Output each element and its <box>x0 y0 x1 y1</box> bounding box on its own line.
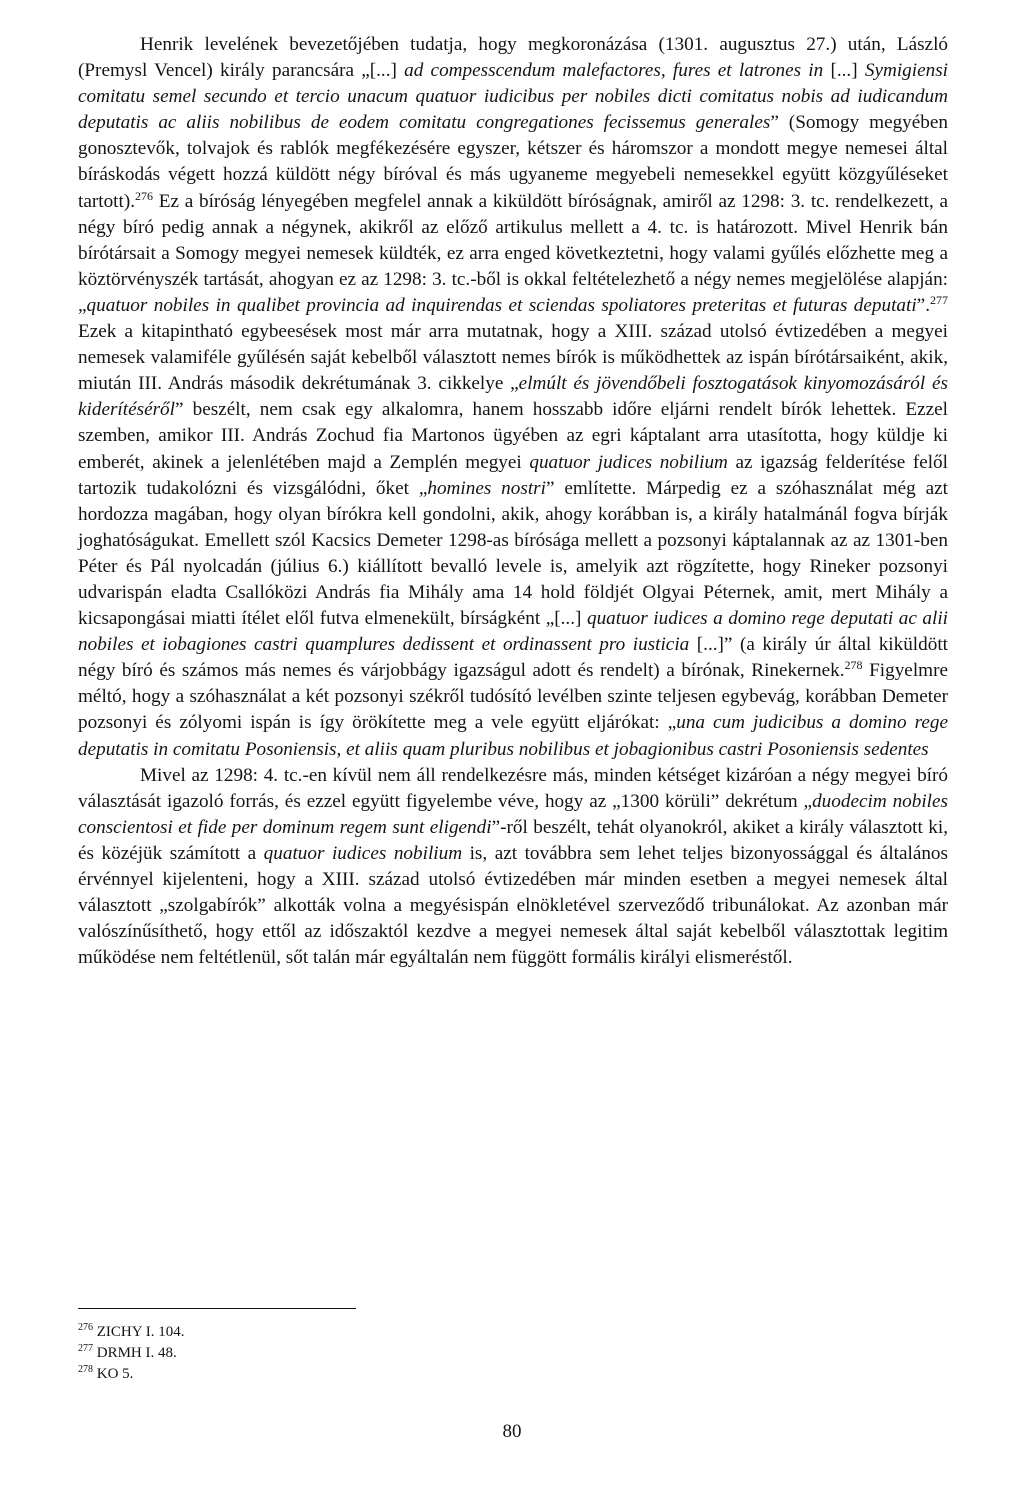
footnotes <box>78 1322 478 1385</box>
paragraph-2 <box>78 763 948 972</box>
text-run: [...] <box>823 60 865 82</box>
footnote-text: KO 5. <box>96 1366 134 1382</box>
latin-quote: Symigiensi comitatu semel secundo et tercio unacum quatuor iudicibus per nobiles dicti comitatus nobis ad iudicandum deputatis ac aliis nobilibus de eodem comitatu congregationes fecissemus generales <box>78 60 948 134</box>
latin-quote: duodecim nobiles conscientosi et fide per dominum regem sunt eligendi <box>78 790 948 838</box>
latin-quote: quatuor iudices nobilium <box>263 842 463 864</box>
latin-quote: quatuor nobiles in qualibet provincia ad inquirendas et sciendas spoliatores preteritas et futuras deputati <box>86 294 917 316</box>
footnote-276 <box>78 1322 478 1343</box>
text-run: ” (Somogy megyében gonosztevők, tolvajok és rablók megfékezésére egyszer, kétszer és háromszor a mondott megye nemesei által bíráskodás végett hozzá küldött négy bíróval és más ugyaneme megyebeli nemesekkel együtt közgyűléseket tartott). <box>78 112 948 212</box>
footnote-ref: 278 <box>844 658 863 673</box>
footnote-number: 276 <box>78 1322 93 1333</box>
text-run: ”-ről beszélt, tehát olyanokról, akiket a király választott ki, és közéjük számított a <box>78 816 949 864</box>
footnote-number: 278 <box>78 1364 93 1375</box>
footnote-278 <box>78 1364 478 1385</box>
text-run: az igazság felderítése felől tartozik tudakolózni és vizsgálódni, őket „ <box>78 451 948 499</box>
footnote-text: ZICHY I. 104. <box>96 1324 185 1340</box>
text-run: ” beszélt, nem csak egy alkalomra, hanem hosszabb időre eljárni rendelt bírók lehettek. Ezzel szemben, amikor III. András Zochud fia Martonos ügyében az egri káptalant arra utasította, hogy küldje ki emberét, akinek a jelenlétében majd a Zemplén megyei <box>78 399 948 473</box>
text-run: Mivel az 1298: 4. tc.-en kívül nem áll rendelkezésre más, minden kétséget kizáróan a négy megyei bíró választását igazoló forrás, és ezzel együtt figyelembe véve, hogy az „1300 körüli” dekrétum „ <box>78 764 948 812</box>
text-run: Henrik levelének bevezetőjében tudatja, hogy megkoronázása (1301. augusztus 27.) után, László (Premysl Vencel) király parancsára „[...] <box>78 34 948 82</box>
text-run: [...]” (a király úr által kiküldött négy bíró és számos más nemes és várjobbágy igazságul adott és rendelt) a bírónak, Rinekernek. <box>78 634 948 682</box>
latin-quote: elmúlt és jövendőbeli fosztogatások kinyomozásáról és kiderítéséről <box>78 373 948 421</box>
latin-quote: ad compesscendum malefactores, fures et latrones in <box>404 60 824 82</box>
text-run: Figyelmre méltó, hogy a szóhasználat a két pozsonyi székről tudósító levélben szinte teljesen egybevág, korábban Demeter pozsonyi és zólyomi ispán is így örökítette meg a vele együtt eljárókat: „ <box>78 660 948 734</box>
text-run: Ezek a kitapintható egybeesések most már arra mutatnak, hogy a XIII. század utolsó évtizedében a megyei nemesek valamiféle gyűlésén saját kebelből választott nemes bírók is működhettek az ispán bírótársaiként, akik, miután III. András második dekrétumának 3. cikkelye „ <box>78 321 948 395</box>
text-run: ”. <box>916 294 930 316</box>
page-number: 80 <box>502 1421 522 1442</box>
footnote-number: 277 <box>78 1343 93 1354</box>
paragraph-1 <box>78 32 948 763</box>
footnote-ref: 277 <box>930 292 948 307</box>
text-run: ” említette. Márpedig ez a szóhasználat még azt hordozza magában, hogy olyan bírókra kell gondolni, akik, ahogy korábban is, a király hatalmánál fogva bírják joghatóságukat. Emellett szól Kacsics Demeter 1298-as bírósága mellett a pozsonyi káptalannak az az 1301-ben Péter és Pál nyolcadán (július 6.) kiállított bevalló levele is, amelyik azt rögzítette, hogy Rineker pozsonyi udvarispán eladta Csallóközi András fia Mihály ama 14 hold földjét Olgyai Péternek, amit, mert Mihály a kicsapongásai miatti ítélet elől futva elmenekült, bírságként „[...] <box>78 477 948 630</box>
text-run: is, azt továbbra sem lehet teljes bizonyossággal és általános érvénnyel kijelenteni, hogy a XIII. század utolsó évtizedében már minden esetben a megyei nemesek által választott „szolgabírók” alkották volna a megyésispán elnökletével szerveződő tribunálokat. Az azonban már valószínűsíthető, hogy ettől az időszaktól kezdve a megyei nemesek által saját kebelből választottak legitim működése nem feltétlenül, sőt talán már egyáltalán nem függött formális királyi elismeréstől. <box>78 842 948 969</box>
footnote-277 <box>78 1343 478 1364</box>
text-run: Ez a bíróság lényegében megfelel annak a kiküldött bíróságnak, amiről az 1298: 3. tc. rendelkezett, a négy bíró pedig annak a négynek, akikről az előző artikulus mellett a 4. tc. is határozott. Mivel Henrik bán bírótársait a Somogy megyei nemesek küldték, ez arra enged következtetni, hogy valami gyűlés előzhette meg a köztörvényszék tartását, ahogyan ez az 1298: 3. tc.-ből is okkal feltételezhető a négy nemes megjelölése alapján: „ <box>78 190 948 316</box>
latin-quote: homines nostri <box>427 477 546 499</box>
latin-quote: una cum judicibus a domino rege deputatis in comitatu Posoniensis, et aliis quam pluribus nobilibus et jobagionibus castri Posoniensis sedentes <box>78 712 948 760</box>
footnote-separator <box>78 1308 356 1309</box>
body-text <box>78 32 948 971</box>
latin-quote: quatuor judices nobilium <box>529 451 728 473</box>
latin-quote: quatuor iudices a domino rege deputati ac alii nobiles et iobagiones castri quamplures dedissent et ordinassent pro iusticia <box>78 608 949 656</box>
footnote-ref: 276 <box>135 188 154 203</box>
footnote-text: DRMH I. 48. <box>96 1345 177 1361</box>
